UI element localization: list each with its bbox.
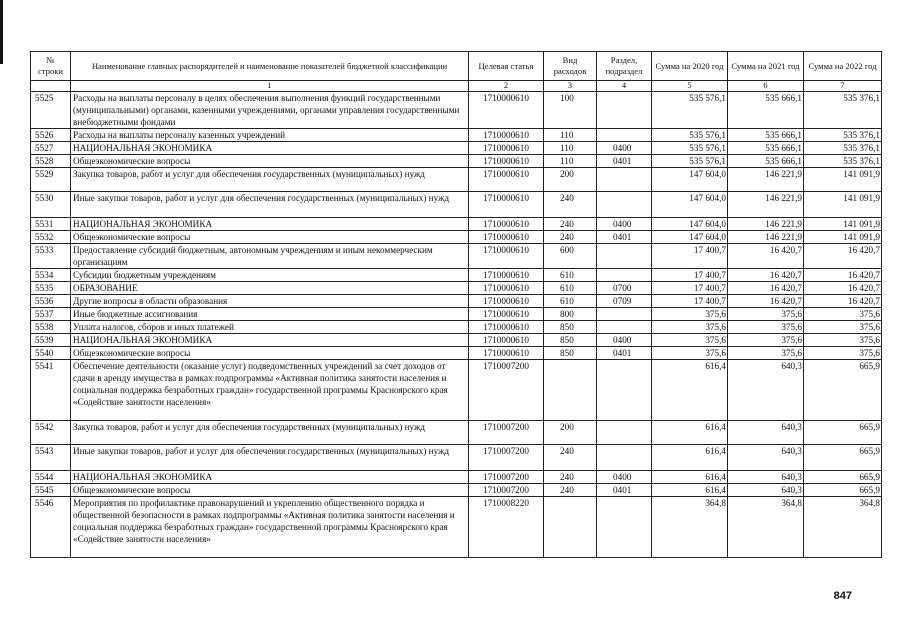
amount-2022: 665,9	[804, 471, 882, 484]
row-name: Расходы на выплаты персоналу в целях обеспечения выполнения функций государственными (муниципальными) органами, казенными учреждениями, органами управления государственными внебюджетными фондами	[71, 92, 469, 129]
amount-2021: 16 420,7	[728, 269, 804, 282]
row-number: 5535	[31, 282, 71, 295]
amount-2021: 16 420,7	[728, 282, 804, 295]
row-number: 5538	[31, 321, 71, 334]
row-number: 5530	[31, 192, 71, 218]
target-article: 1710007200	[469, 484, 544, 497]
amount-2021: 535 666,1	[728, 129, 804, 142]
section-code	[597, 168, 652, 192]
target-article: 1710000610	[469, 308, 544, 321]
row-number: 5534	[31, 269, 71, 282]
row-number: 5537	[31, 308, 71, 321]
amount-2022: 665,9	[804, 484, 882, 497]
target-article: 1710000610	[469, 295, 544, 308]
column-number	[31, 81, 71, 92]
amount-2020: 535 576,1	[652, 142, 728, 155]
row-number: 5543	[31, 445, 71, 471]
row-name: Обеспечение деятельности (оказание услуг) подведомственных учреждений за счет доходов от сдачи в аренду имущества в рамках подпрограммы «Активная политика занятости населения и социальная поддержка безработных граждан» государственной программы Красноярского края «Содействие занятости населения»	[71, 360, 469, 421]
amount-2020: 147 604,0	[652, 168, 728, 192]
amount-2022: 16 420,7	[804, 269, 882, 282]
table-row	[31, 155, 882, 168]
amount-2020: 147 604,0	[652, 231, 728, 244]
amount-2021: 375,6	[728, 308, 804, 321]
row-name: Закупка товаров, работ и услуг для обеспечения государственных (муниципальных) нужд	[71, 421, 469, 445]
amount-2020: 17 400,7	[652, 295, 728, 308]
amount-2021: 640,3	[728, 360, 804, 421]
amount-2021: 375,6	[728, 347, 804, 360]
row-number: 5526	[31, 129, 71, 142]
expense-type: 240	[544, 192, 597, 218]
row-number: 5544	[31, 471, 71, 484]
target-article: 1710000610	[469, 142, 544, 155]
amount-2020: 535 576,1	[652, 92, 728, 129]
amount-2022: 535 376,1	[804, 129, 882, 142]
table-row	[31, 484, 882, 497]
expense-type: 100	[544, 92, 597, 129]
row-number: 5527	[31, 142, 71, 155]
target-article: 1710000610	[469, 129, 544, 142]
amount-2021: 16 420,7	[728, 295, 804, 308]
column-number: 2	[469, 81, 544, 92]
amount-2022: 141 091,9	[804, 192, 882, 218]
column-number: 6	[728, 81, 804, 92]
row-name: Общеэкономические вопросы	[71, 484, 469, 497]
section-code: 0700	[597, 282, 652, 295]
row-name: НАЦИОНАЛЬНАЯ ЭКОНОМИКА	[71, 218, 469, 231]
expense-type: 610	[544, 295, 597, 308]
row-name: Субсидии бюджетным учреждениям	[71, 269, 469, 282]
table-row	[31, 360, 882, 421]
expense-type: 240	[544, 484, 597, 497]
row-name: Закупка товаров, работ и услуг для обеспечения государственных (муниципальных) нужд	[71, 168, 469, 192]
expense-type: 240	[544, 231, 597, 244]
section-code: 0400	[597, 142, 652, 155]
table-row	[31, 347, 882, 360]
amount-2021: 146 221,9	[728, 218, 804, 231]
row-name: Предоставление субсидий бюджетным, автономным учреждениям и иным некоммерческим организациям	[71, 244, 469, 269]
section-code	[597, 269, 652, 282]
amount-2021: 640,3	[728, 445, 804, 471]
row-name: Иные закупки товаров, работ и услуг для обеспечения государственных (муниципальных) нужд	[71, 445, 469, 471]
expense-type: 240	[544, 471, 597, 484]
amount-2020: 17 400,7	[652, 282, 728, 295]
table-row	[31, 269, 882, 282]
section-code: 0400	[597, 218, 652, 231]
header-target: Целевая статья	[469, 52, 544, 81]
row-number: 5531	[31, 218, 71, 231]
column-number: 1	[71, 81, 469, 92]
row-name: Общеэкономические вопросы	[71, 347, 469, 360]
row-name: Уплата налогов, сборов и иных платежей	[71, 321, 469, 334]
amount-2021: 535 666,1	[728, 155, 804, 168]
amount-2022: 665,9	[804, 360, 882, 421]
row-number: 5525	[31, 92, 71, 129]
header-row-no: № строки	[31, 52, 71, 81]
section-code	[597, 360, 652, 421]
amount-2021: 146 221,9	[728, 168, 804, 192]
amount-2022: 665,9	[804, 421, 882, 445]
expense-type	[544, 497, 597, 558]
header-sum-2022: Сумма на 2022 год	[804, 52, 882, 81]
scan-edge-mark	[0, 0, 3, 64]
amount-2022: 535 376,1	[804, 155, 882, 168]
target-article: 1710000610	[469, 168, 544, 192]
row-name: Другие вопросы в области образования	[71, 295, 469, 308]
expense-type: 240	[544, 218, 597, 231]
section-code	[597, 321, 652, 334]
expense-type: 110	[544, 155, 597, 168]
amount-2021: 375,6	[728, 321, 804, 334]
amount-2021: 146 221,9	[728, 192, 804, 218]
target-article: 1710000610	[469, 347, 544, 360]
section-code: 0401	[597, 155, 652, 168]
section-code	[597, 92, 652, 129]
table-row	[31, 497, 882, 558]
target-article: 1710000610	[469, 218, 544, 231]
target-article: 1710000610	[469, 269, 544, 282]
target-article: 1710000610	[469, 321, 544, 334]
amount-2020: 535 576,1	[652, 129, 728, 142]
section-code: 0401	[597, 484, 652, 497]
amount-2020: 616,4	[652, 484, 728, 497]
expense-type: 850	[544, 321, 597, 334]
amount-2022: 375,6	[804, 321, 882, 334]
amount-2022: 364,8	[804, 497, 882, 558]
target-article: 1710007200	[469, 445, 544, 471]
section-code: 0401	[597, 347, 652, 360]
row-number: 5541	[31, 360, 71, 421]
amount-2022: 375,6	[804, 308, 882, 321]
expense-type: 200	[544, 421, 597, 445]
row-name: Мероприятия по профилактике правонарушений и укреплению общественного порядка и общественной безопасности в рамках подпрограммы «Активная политика занятости населения и социальная поддержка безработных граждан» государственной программы Красноярского края «Содействие занятости населения»	[71, 497, 469, 558]
expense-type: 850	[544, 347, 597, 360]
amount-2022: 665,9	[804, 445, 882, 471]
row-number: 5545	[31, 484, 71, 497]
row-name: Общеэкономические вопросы	[71, 155, 469, 168]
target-article: 1710000610	[469, 231, 544, 244]
table-row	[31, 92, 882, 129]
amount-2022: 16 420,7	[804, 282, 882, 295]
row-number: 5529	[31, 168, 71, 192]
expense-type: 610	[544, 282, 597, 295]
amount-2021: 535 666,1	[728, 92, 804, 129]
table-row	[31, 218, 882, 231]
section-code	[597, 421, 652, 445]
row-number: 5533	[31, 244, 71, 269]
header-section: Раздел, подраздел	[597, 52, 652, 81]
amount-2021: 16 420,7	[728, 244, 804, 269]
amount-2020: 375,6	[652, 347, 728, 360]
section-code	[597, 244, 652, 269]
amount-2020: 364,8	[652, 497, 728, 558]
expense-type: 240	[544, 445, 597, 471]
table-row	[31, 471, 882, 484]
section-code: 0400	[597, 334, 652, 347]
table-row	[31, 129, 882, 142]
expense-type: 200	[544, 168, 597, 192]
row-number: 5539	[31, 334, 71, 347]
table-row	[31, 282, 882, 295]
amount-2022: 141 091,9	[804, 231, 882, 244]
target-article: 1710007200	[469, 471, 544, 484]
page-number: 847	[833, 590, 852, 602]
amount-2022: 375,6	[804, 334, 882, 347]
amount-2020: 375,6	[652, 321, 728, 334]
section-code	[597, 497, 652, 558]
amount-2021: 146 221,9	[728, 231, 804, 244]
amount-2021: 364,8	[728, 497, 804, 558]
amount-2022: 16 420,7	[804, 244, 882, 269]
amount-2020: 17 400,7	[652, 244, 728, 269]
amount-2020: 375,6	[652, 334, 728, 347]
target-article: 1710008220	[469, 497, 544, 558]
header-sum-2020: Сумма на 2020 год	[652, 52, 728, 81]
amount-2020: 616,4	[652, 445, 728, 471]
target-article: 1710000610	[469, 334, 544, 347]
target-article: 1710000610	[469, 192, 544, 218]
table-row	[31, 295, 882, 308]
section-code: 0709	[597, 295, 652, 308]
table-row	[31, 142, 882, 155]
amount-2021: 535 666,1	[728, 142, 804, 155]
row-number: 5528	[31, 155, 71, 168]
target-article: 1710000610	[469, 282, 544, 295]
header-name: Наименование главных распорядителей и наименование показателей бюджетной классификации	[71, 52, 469, 81]
section-code	[597, 192, 652, 218]
target-article: 1710000610	[469, 155, 544, 168]
column-number: 3	[544, 81, 597, 92]
row-number: 5540	[31, 347, 71, 360]
section-code	[597, 445, 652, 471]
section-code	[597, 308, 652, 321]
amount-2022: 535 376,1	[804, 142, 882, 155]
table-row	[31, 231, 882, 244]
row-name: ОБРАЗОВАНИЕ	[71, 282, 469, 295]
amount-2020: 17 400,7	[652, 269, 728, 282]
row-name: Иные бюджетные ассигнования	[71, 308, 469, 321]
amount-2020: 616,4	[652, 421, 728, 445]
amount-2022: 141 091,9	[804, 218, 882, 231]
row-name: Расходы на выплаты персоналу казенных учреждений	[71, 129, 469, 142]
target-article: 1710000610	[469, 92, 544, 129]
row-number: 5536	[31, 295, 71, 308]
section-code	[597, 129, 652, 142]
row-number: 5546	[31, 497, 71, 558]
table-row	[31, 192, 882, 218]
amount-2020: 375,6	[652, 308, 728, 321]
expense-type: 110	[544, 129, 597, 142]
column-number-row	[31, 81, 882, 92]
amount-2020: 616,4	[652, 471, 728, 484]
amount-2021: 640,3	[728, 484, 804, 497]
row-name: Иные закупки товаров, работ и услуг для обеспечения государственных (муниципальных) нужд	[71, 192, 469, 218]
amount-2020: 616,4	[652, 360, 728, 421]
column-number: 5	[652, 81, 728, 92]
table-row	[31, 445, 882, 471]
table-row	[31, 421, 882, 445]
row-number: 5532	[31, 231, 71, 244]
table-row	[31, 308, 882, 321]
amount-2022: 535 376,1	[804, 92, 882, 129]
row-name: НАЦИОНАЛЬНАЯ ЭКОНОМИКА	[71, 471, 469, 484]
table-row	[31, 334, 882, 347]
amount-2021: 640,3	[728, 421, 804, 445]
header-expense-type: Вид расходов	[544, 52, 597, 81]
expense-type	[544, 360, 597, 421]
section-code: 0400	[597, 471, 652, 484]
amount-2022: 16 420,7	[804, 295, 882, 308]
amount-2020: 147 604,0	[652, 218, 728, 231]
expense-type: 850	[544, 334, 597, 347]
header-sum-2021: Сумма на 2021 год	[728, 52, 804, 81]
budget-table	[30, 51, 882, 558]
amount-2021: 375,6	[728, 334, 804, 347]
amount-2022: 141 091,9	[804, 168, 882, 192]
section-code: 0401	[597, 231, 652, 244]
expense-type: 600	[544, 244, 597, 269]
row-number: 5542	[31, 421, 71, 445]
row-name: Общеэкономические вопросы	[71, 231, 469, 244]
amount-2022: 375,6	[804, 347, 882, 360]
column-number: 7	[804, 81, 882, 92]
expense-type: 800	[544, 308, 597, 321]
header-row	[31, 52, 882, 81]
column-number: 4	[597, 81, 652, 92]
amount-2021: 640,3	[728, 471, 804, 484]
row-name: НАЦИОНАЛЬНАЯ ЭКОНОМИКА	[71, 142, 469, 155]
target-article: 1710000610	[469, 244, 544, 269]
expense-type: 610	[544, 269, 597, 282]
amount-2020: 535 576,1	[652, 155, 728, 168]
row-name: НАЦИОНАЛЬНАЯ ЭКОНОМИКА	[71, 334, 469, 347]
amount-2020: 147 604,0	[652, 192, 728, 218]
target-article: 1710007200	[469, 360, 544, 421]
expense-type: 110	[544, 142, 597, 155]
table-row	[31, 244, 882, 269]
table-row	[31, 168, 882, 192]
target-article: 1710007200	[469, 421, 544, 445]
table-row	[31, 321, 882, 334]
